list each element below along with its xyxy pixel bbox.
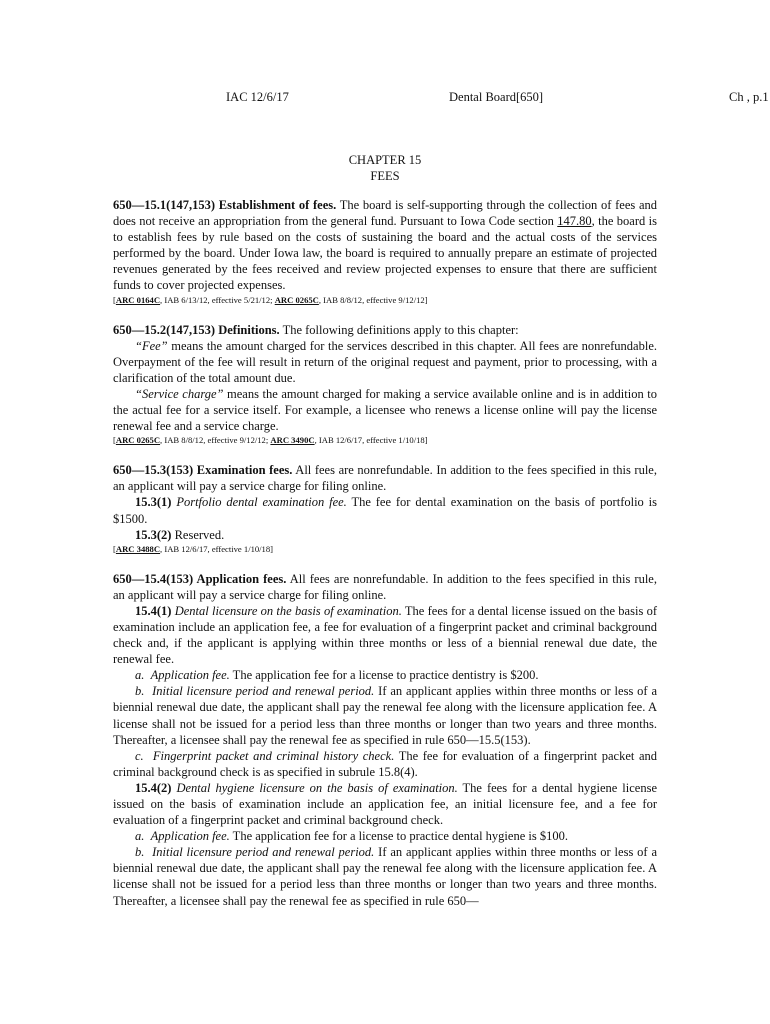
subrule-text: The fees for a dental license issued on the basis of examination include an application fee, a fee for evaluation of a fingerprint packet and criminal background check and, if the applicant is applying within three months or less of a biennial renewal due date, the renewal fee.	[113, 603, 657, 667]
defined-term: “Fee”	[135, 338, 168, 353]
rule-15-1	[113, 197, 657, 294]
defined-term: “Service charge”	[135, 386, 224, 401]
paragraph-15-4-2-a	[113, 828, 657, 844]
iowa-code-link[interactable]: 147.80	[557, 214, 592, 229]
source-note	[113, 294, 657, 306]
subrule-title: Dental licensure on the basis of examination.	[171, 603, 402, 618]
rule-15-4	[113, 571, 657, 603]
source-text: , IAB 8/8/12, effective 9/12/12;	[160, 435, 271, 446]
paragraph-title: Initial licensure period and renewal period.	[152, 684, 375, 699]
subrule-number: 15.4(2)	[135, 780, 172, 795]
definition-service-charge	[113, 386, 657, 434]
paragraph-title: Fingerprint packet and criminal history check.	[152, 748, 395, 763]
document-body	[113, 197, 657, 909]
paragraph-text: If an applicant applies within three months or less of a biennial renewal due date, the applicant shall pay the renewal fee along with the licensure application fee. A license shall not be issued for a period less than three months or longer than two years and three months. Thereafter, a licensee shall pay the renewal fee as specified in rule 650—15.5(153).	[113, 684, 657, 747]
subrule-15-3-1	[113, 494, 657, 526]
bracket: [	[113, 435, 116, 446]
rule-heading: 650—15.4(153) Application fees.	[113, 571, 287, 586]
arc-reference[interactable]: ARC 0164C	[115, 294, 161, 305]
subrule-title: Portfolio dental examination fee.	[171, 495, 347, 510]
header-page: Ch , p.1	[729, 90, 769, 104]
source-text: , IAB 12/6/17, effective 1/10/18]	[314, 435, 428, 446]
page-header	[0, 90, 770, 108]
subrule-title: Dental hygiene licensure on the basis of examination.	[171, 780, 458, 795]
subrule-text: The fee for dental examination on the basis of portfolio is $1500.	[113, 495, 658, 526]
source-text: , IAB 6/13/12, effective 5/21/12;	[160, 294, 275, 305]
paragraph-label: b.	[135, 684, 145, 699]
rule-text: , the board is to establish fees by rule based on the costs of sustaining the board and the actual costs of the services performed by the board. Under Iowa law, the board is required to annually prepare an estimate of projected revenues generated by the fees received and review projected expenses to ensure that there are sufficient funds to cover projected expenses.	[113, 214, 657, 293]
definition-fee	[113, 338, 657, 386]
subrule-number: 15.4(1)	[135, 603, 172, 618]
bracket: [	[113, 294, 116, 305]
paragraph-label: c.	[135, 748, 144, 763]
paragraph-15-4-1-b	[113, 683, 657, 747]
rule-text: All fees are nonrefundable. In addition to the fees specified in this rule, an applicant will pay a service charge for filing online.	[113, 463, 657, 494]
paragraph-label: a.	[135, 668, 145, 683]
header-agency: Dental Board[650]	[449, 90, 544, 104]
subrule-number: 15.3(2)	[135, 527, 172, 542]
paragraph-title: Application fee.	[150, 829, 230, 844]
bracket: [	[113, 543, 116, 554]
paragraph-15-4-2-b	[113, 844, 657, 908]
header-date: IAC 12/6/17	[226, 90, 289, 104]
paragraph-text: If an applicant applies within three months or less of a biennial renewal due date, the applicant shall pay the renewal fee along with the licensure application fee. A license shall not be issued for a period less than three months or longer than two years and three months. Thereafter, a licensee shall pay the renewal fee as specified in rule 650—	[113, 845, 657, 908]
rule-text: All fees are nonrefundable. In addition to the fees specified in this rule, an applicant will pay a service charge for filing online.	[113, 571, 657, 602]
source-note	[113, 434, 657, 446]
subrule-15-3-2	[113, 527, 657, 543]
rule-15-2	[113, 322, 657, 338]
source-note	[113, 543, 657, 555]
source-text: , IAB 12/6/17, effective 1/10/18]	[160, 543, 274, 554]
rule-heading: 650—15.1(147,153) Establishment of fees.	[113, 198, 337, 212]
paragraph-15-4-1-a	[113, 667, 657, 683]
rule-15-3	[113, 462, 657, 494]
arc-reference[interactable]: ARC 0265C	[115, 435, 161, 446]
subrule-text: The fees for a dental hygiene license issued on the basis of examination include an application fee, an initial licensure fee, and a fee for evaluation of a fingerprint packet and criminal background check.	[113, 780, 657, 828]
paragraph-text: The application fee for a license to practice dental hygiene is $100.	[229, 829, 568, 844]
definition-text: means the amount charged for making a service available online and is in addition to the actual fee for a service itself. For example, a licensee who renews a license online will pay the license renewal fee and a service charge.	[113, 386, 657, 434]
paragraph-label: b.	[135, 845, 145, 860]
chapter-heading	[0, 152, 770, 184]
paragraph-label: a.	[135, 829, 145, 844]
subrule-number: 15.3(1)	[135, 495, 172, 510]
subrule-15-4-1	[113, 603, 657, 667]
definition-text: means the amount charged for the services described in this chapter. All fees are nonrefundable. Overpayment of the fee will result in return of the original request and payment, prior to processing, with a clarification of the total amount due.	[113, 338, 657, 385]
paragraph-title: Initial licensure period and renewal period.	[152, 845, 375, 860]
paragraph-title: Application fee.	[150, 668, 230, 683]
rule-text: The board is self-supporting through the collection of fees and does not receive an appropriation from the general fund. Pursuant to Iowa Code section	[113, 198, 657, 229]
arc-reference[interactable]: ARC 0265C	[274, 294, 319, 305]
arc-reference[interactable]: ARC 3490C	[270, 435, 315, 446]
rule-text: The following definitions apply to this chapter:	[279, 322, 519, 337]
chapter-number: CHAPTER 15	[348, 153, 422, 167]
chapter-title: FEES	[370, 169, 400, 183]
subrule-text: Reserved.	[171, 527, 225, 542]
rule-heading: 650—15.3(153) Examination fees.	[113, 463, 293, 478]
subrule-15-4-2	[113, 780, 657, 828]
arc-reference[interactable]: ARC 3488C	[115, 543, 161, 554]
paragraph-15-4-1-c	[113, 748, 657, 780]
paragraph-text: The fee for evaluation of a fingerprint packet and criminal background check is as specified in subrule 15.8(4).	[113, 748, 658, 779]
paragraph-text: The application fee for a license to practice dentistry is $200.	[229, 668, 539, 683]
source-text: , IAB 8/8/12, effective 9/12/12]	[318, 294, 428, 305]
rule-heading: 650—15.2(147,153) Definitions.	[113, 322, 280, 337]
